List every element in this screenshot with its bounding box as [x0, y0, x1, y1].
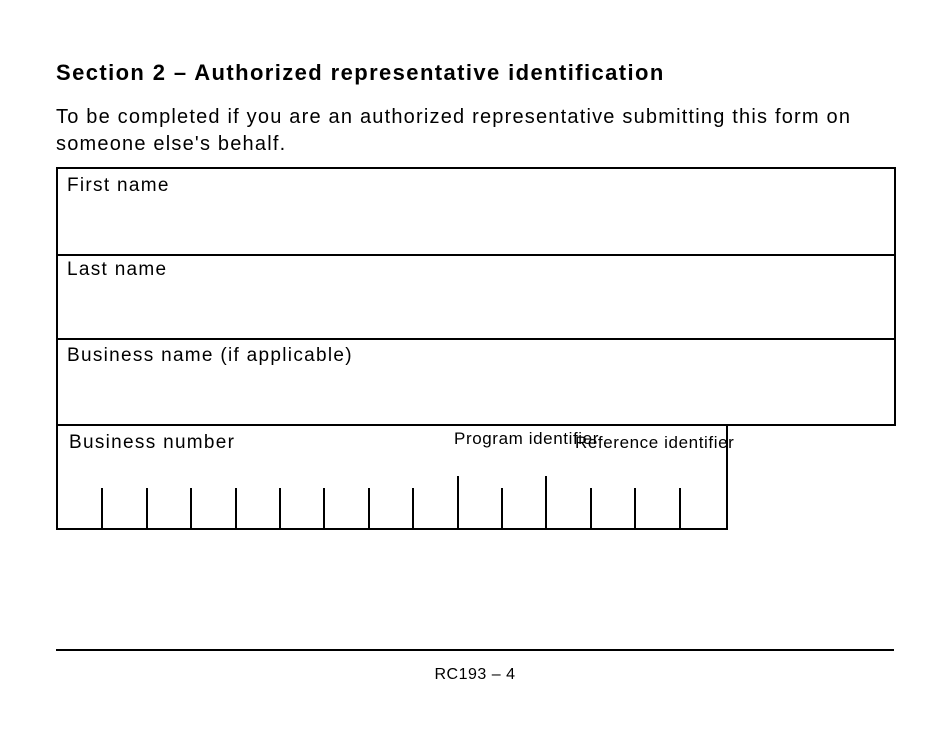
business-name-input[interactable]	[67, 379, 885, 415]
last-name-label: Last name	[67, 259, 168, 280]
digit-separator	[279, 488, 281, 528]
first-name-input[interactable]	[67, 209, 885, 245]
last-name-field[interactable]	[56, 253, 896, 340]
digit-separator	[323, 488, 325, 528]
digit-separator	[501, 488, 503, 528]
business-name-field[interactable]	[56, 339, 896, 426]
business-name-label: Business name (if applicable)	[67, 345, 353, 366]
program-identifier-label: Program identifier	[454, 429, 599, 448]
last-name-input[interactable]	[67, 293, 885, 329]
digit-separator	[235, 488, 237, 528]
digit-separator	[146, 488, 148, 528]
digit-separator	[634, 488, 636, 528]
digit-separator	[545, 476, 547, 528]
digit-separator	[412, 488, 414, 528]
first-name-field[interactable]	[56, 167, 896, 256]
digit-separator	[368, 488, 370, 528]
first-name-label: First name	[67, 175, 170, 196]
digit-separator	[457, 476, 459, 528]
business-number-field[interactable]	[56, 426, 735, 530]
digit-separator	[190, 488, 192, 528]
section-title: Section 2 – Authorized representative identification	[56, 60, 665, 85]
section-intro: To be completed if you are an authorized representative submitting this form on someone else's behalf.	[56, 106, 852, 155]
reference-identifier-label: Reference identifier	[575, 433, 735, 452]
footer-divider	[56, 649, 894, 651]
digit-separator	[590, 488, 592, 528]
business-number-label: Business number	[69, 432, 236, 453]
digit-separator	[679, 488, 681, 528]
page-number: RC193 – 4	[434, 666, 516, 683]
digit-separator	[101, 488, 103, 528]
